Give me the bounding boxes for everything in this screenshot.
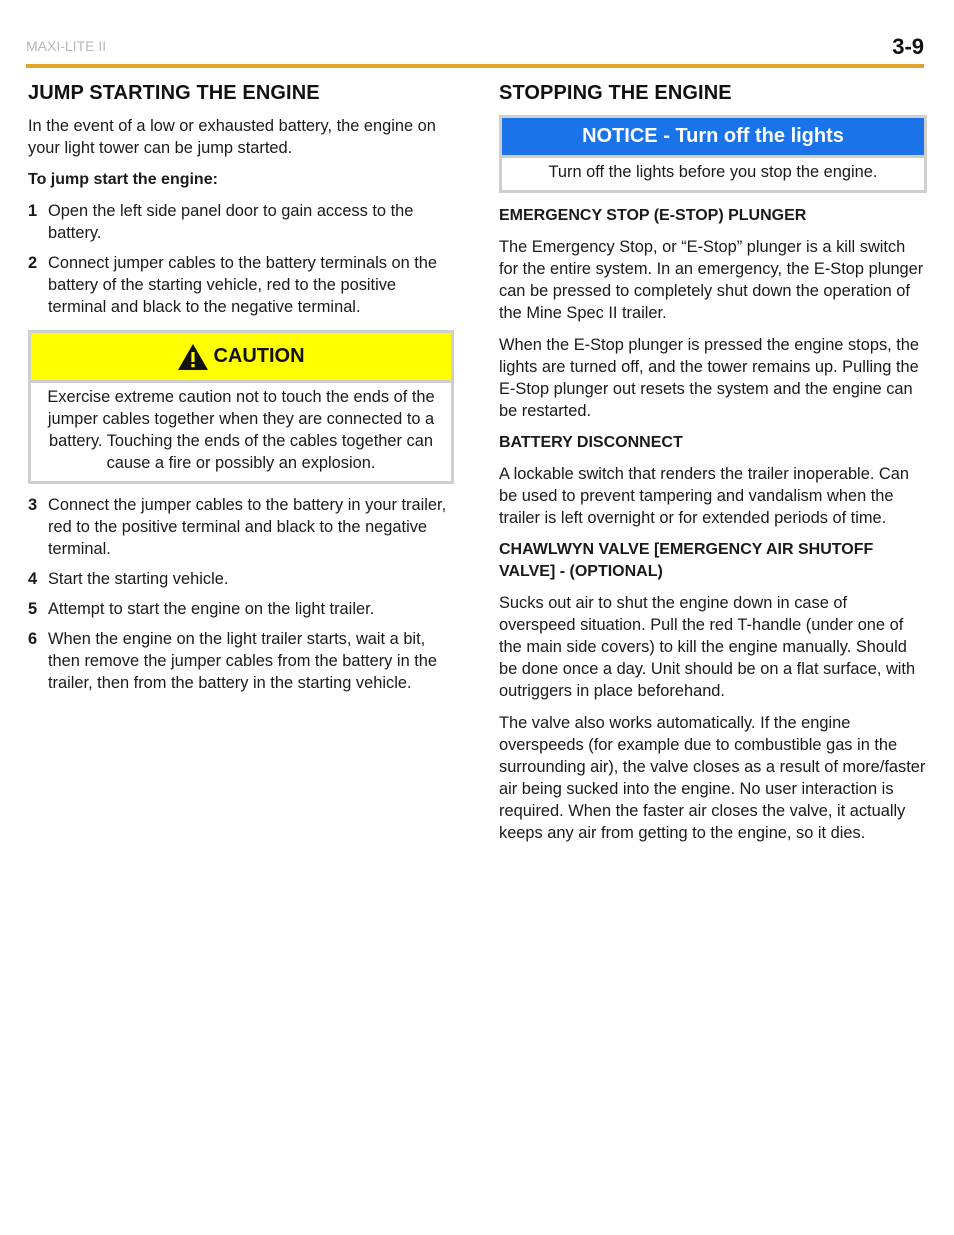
notice-header [502,118,924,158]
jump-start-intro: In the event of a low or exhausted battery, the engine on your light tower can be jump started. [28,117,436,157]
estop-paragraph-2: When the E-Stop plunger is pressed the engine stops, the lights are turned off, and the tower remains up. Pulling the E-Stop plunger out resets the system and the engine can be restarted. [499,336,920,420]
caution-label: CAUTION [213,345,305,367]
step-item [28,252,454,318]
product-name: MAXI-LITE II [26,38,107,54]
valve-heading: CHAWLWYN VALVE [EMERGENCY AIR SHUTOFF VALVE] - (OPTIONAL) [499,541,874,580]
right-column [499,82,927,854]
steps-list-b [28,494,454,694]
step-item [28,628,454,694]
step-text: Open the left side panel door to gain access to the battery. [48,202,414,242]
step-item [28,598,454,620]
battery-heading: BATTERY DISCONNECT [499,434,683,451]
battery-paragraph: A lockable switch that renders the trailer inoperable. Can be used to prevent tampering and vandalism when the trailer is left overnight or for extended periods of time. [499,465,909,527]
step-text: When the engine on the light trailer starts, wait a bit, then remove the jumper cables from the battery in the trailer, then from the battery in the starting vehicle. [48,630,438,692]
valve-paragraph-1: Sucks out air to shut the engine down in case of overspeed situation. Pull the red T-handle (under one of the main side covers) to kill the engine manually. Should be done once a day. Unit should be on a flat surface, with outriggers in place beforehand. [499,594,916,700]
step-text: Start the starting vehicle. [48,570,229,588]
step-number: 4 [28,570,38,588]
notice-text: Turn off the lights before you stop the engine. [548,163,878,181]
caution-text: Exercise extreme caution not to touch the ends of the jumper cables together when they are connected to a battery. Touching the ends of the cables together can cause a fire or possibly an explosion. [47,388,435,472]
warning-triangle-icon [177,343,209,371]
notice-label: NOTICE - Turn off the lights [582,125,844,147]
steps-list-a [28,200,454,318]
section-title-stopping: STOPPING THE ENGINE [499,82,732,104]
step-number: 3 [28,496,38,514]
estop-paragraph-1: The Emergency Stop, or “E-Stop” plunger is a kill switch for the entire system. In an emergency, the E-Stop plunger can be pressed to completely shut down the operation of the Mine Spec II trailer. [499,238,924,322]
page-number: 3-9 [892,34,924,59]
step-number: 2 [28,254,38,272]
valve-paragraph-2: The valve also works automatically. If the engine overspeeds (for example due to combustible gas in the surrounding air), the valve closes as a result of more/faster air being sucked into the engine. No user interaction is required. When the faster air closes the valve, it actually keeps any air from getting to the engine, so it dies. [499,714,926,842]
step-number: 5 [28,600,38,618]
step-text: Connect jumper cables to the battery terminals on the battery of the starting vehicle, red to the positive terminal and black to the negative terminal. [48,254,438,316]
step-item [28,200,454,244]
step-number: 1 [28,202,38,220]
left-column [28,82,454,704]
notice-box [499,115,927,193]
header-rule [26,64,924,68]
step-item [28,494,454,560]
caution-box [28,330,454,484]
step-text: Attempt to start the engine on the light trailer. [48,600,375,618]
step-item [28,568,454,590]
step-text: Connect the jumper cables to the battery in your trailer, red to the positive terminal and black to the negative terminal. [48,496,447,558]
estop-heading: EMERGENCY STOP (E-STOP) PLUNGER [499,207,807,224]
jump-start-subhead: To jump start the engine: [28,171,218,188]
section-title-jump-start: JUMP STARTING THE ENGINE [28,82,320,104]
step-number: 6 [28,630,38,648]
page-header [26,36,924,66]
caution-header [31,333,451,383]
